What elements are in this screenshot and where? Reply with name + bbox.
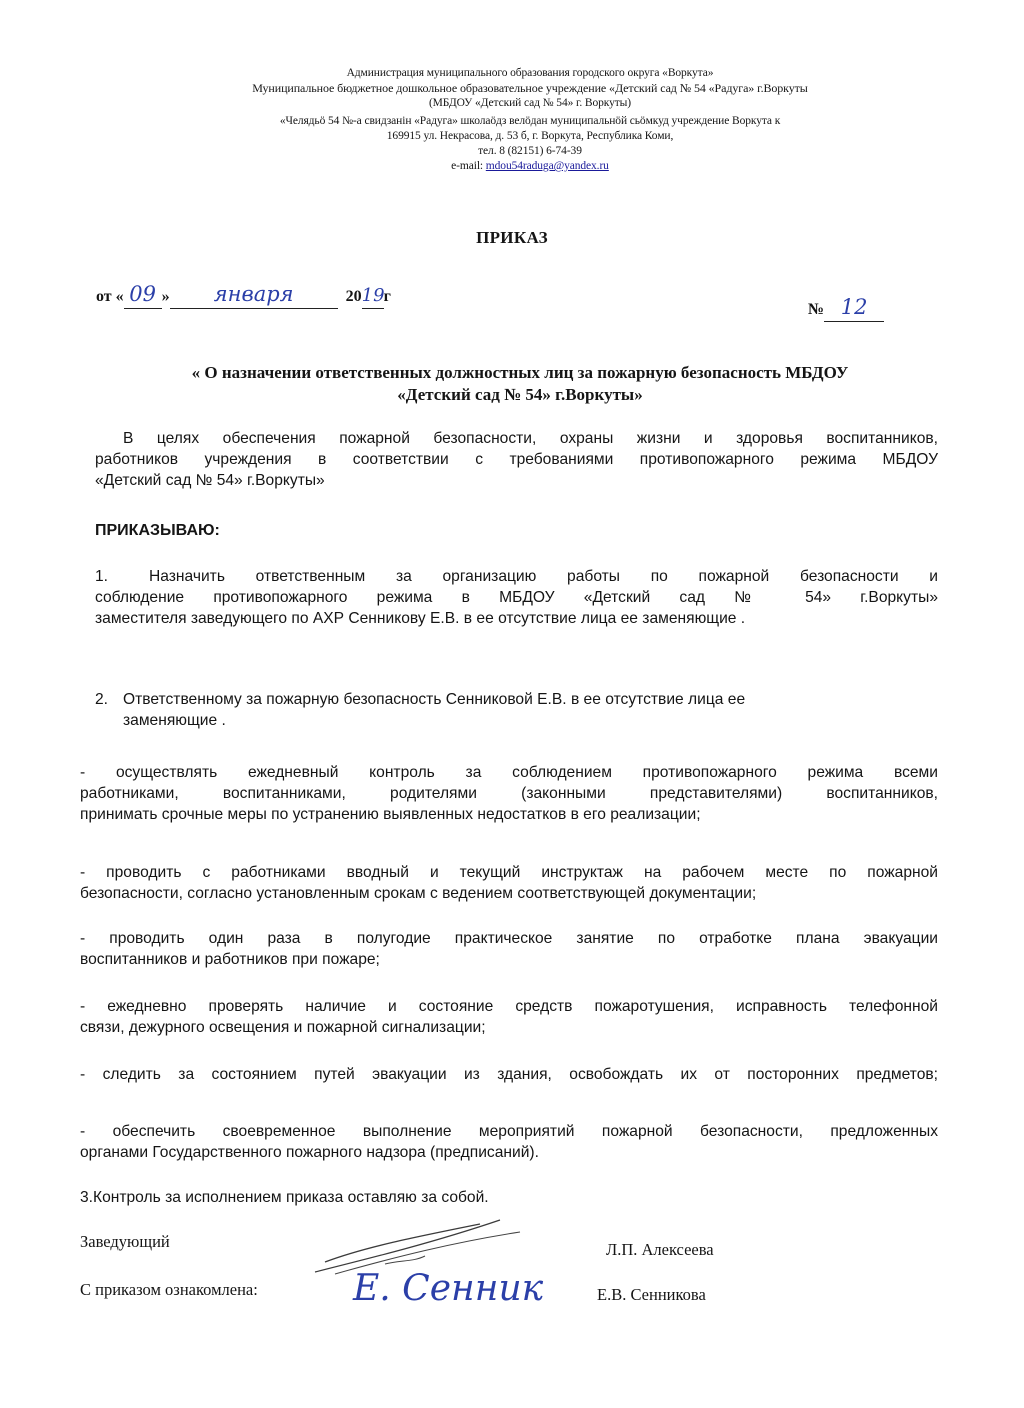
duty-line: работниками, воспитанниками, родителями (законными представителями) воспитанников, (80, 785, 938, 802)
date-prefix: от « (96, 288, 124, 305)
duty-line: - проводить с работниками вводный и текущий инструктаж на рабочем месте по пожарной (80, 864, 938, 881)
preamble-line: «Детский сад № 54» г.Воркуты» (95, 472, 325, 489)
acknowledgement-label: С приказом ознакомлена: (80, 1280, 258, 1299)
item-1 (95, 566, 938, 629)
item-1-line: заместителя заведующего по АХР Сенникову Е.В. в ее отсутствие лица ее заменяющие . (95, 610, 746, 627)
head-role: Заведующий (80, 1232, 170, 1251)
email-label: e-mail: (451, 160, 484, 172)
preamble (95, 428, 938, 491)
ack-name: Е.В. Сенникова (597, 1285, 706, 1304)
subject-line-2: «Детский сад № 54» г.Воркуты» (397, 385, 643, 404)
duty-1 (80, 762, 938, 825)
duty-line: - следить за состоянием путей эвакуации из здания, освобождать их от посторонних предметов; (80, 1066, 938, 1083)
date-mid: » (161, 288, 170, 305)
item-2 (95, 689, 895, 731)
item-3 (80, 1187, 938, 1208)
header-line-2: Муниципальное бюджетное дошкольное образовательное учреждение «Детский сад № 54 «Радуга» г.Воркуты (252, 81, 808, 95)
head-name: Л.П. Алексеева (606, 1240, 714, 1259)
duty-line: принимать срочные меры по устранению выявленных недостатков в его реализации; (80, 806, 701, 823)
number-label: № (808, 301, 825, 318)
duty-line: - ежедневно проверять наличие и состояние средств пожаротушения, исправность телефонной (80, 998, 938, 1015)
duty-line: воспитанников и работников при пожаре; (80, 951, 380, 968)
preamble-line: В целях обеспечения пожарной безопасности, охраны жизни и здоровья воспитанников, (123, 430, 938, 447)
date-year-prefix: 20 (345, 288, 362, 305)
date-month: января (213, 282, 294, 306)
email-link[interactable]: mdou54raduga@yandex.ru (485, 160, 609, 172)
header-line-6: тел. 8 (82151) 6-74-39 (478, 145, 582, 157)
duty-line: связи, дежурного освещения и пожарной сигнализации; (80, 1019, 486, 1036)
subject-line-1: « О назначении ответственных должностных лиц за пожарную безопасность МБДОУ (191, 363, 849, 382)
duty-line: - обеспечить своевременное выполнение мероприятий пожарной безопасности, предложенных (80, 1123, 938, 1140)
date-year-suffix: 19 (361, 285, 385, 306)
order-subject (100, 362, 940, 406)
order-date (96, 283, 391, 309)
item-1-line: соблюдение противопожарного режима в МБДОУ «Детский сад № 54» г.Воркуты» (95, 589, 938, 606)
item-2-text: Ответственному за пожарную безопасность Сенниковой Е.В. в ее отсутствие лица ее (123, 691, 746, 708)
preamble-line: работников учреждения в соответствии с требованиями противопожарного режима МБДОУ (95, 451, 938, 468)
header-line-4: «Челядьö 54 №-а свидзанiн «Радуга» школаöдз велöдан муниципальнöй сьöмкуд учреждение Воркута к (279, 115, 781, 127)
item-3-text: 3.Контроль за исполнением приказа оставляю за собой. (80, 1189, 489, 1206)
item-1-text: Назначить ответственным за организацию работы по пожарной безопасности и (149, 568, 938, 585)
duty-line: органами Государственного пожарного надзора (предписаний). (80, 1144, 539, 1161)
header-line-5: 169915 ул. Некрасова, д. 53 б, г. Воркута, Республика Коми, (386, 130, 674, 142)
header-email-line (180, 159, 880, 174)
order-word: ПРИКАЗЫВАЮ: (95, 522, 220, 539)
header-line-3: (МБДОУ «Детский сад № 54» г. Воркуты) (428, 97, 632, 109)
date-year-end: г (383, 288, 391, 305)
number-value: 12 (840, 295, 868, 319)
item-1-number: 1. (95, 568, 109, 585)
duty-4 (80, 996, 938, 1038)
duty-line: - проводить один раза в полугодие практическое занятие по отработке плана эвакуации (80, 930, 938, 947)
document-title: ПРИКАЗ (476, 228, 548, 247)
item-2-number: 2. (95, 691, 109, 708)
organization-header (180, 66, 880, 174)
duty-5 (80, 1064, 938, 1085)
signature-handwriting: Е. Сенник (353, 1268, 544, 1309)
duty-3 (80, 928, 938, 970)
duty-line: - осуществлять ежедневный контроль за соблюдением противопожарного режима всеми (80, 764, 938, 781)
item-1-line (95, 566, 938, 587)
item-2-line (95, 689, 895, 710)
duty-6 (80, 1121, 938, 1163)
date-day: 09 (129, 282, 157, 306)
item-2-line: заменяющие . (123, 712, 226, 729)
duty-line: безопасности, согласно установленным срокам с ведением соответствующей документации; (80, 885, 757, 902)
duty-2 (80, 862, 938, 904)
header-line-1: Администрация муниципального образования городского округа «Воркута» (346, 67, 714, 79)
order-number (808, 296, 884, 322)
handwritten-signature (305, 1212, 555, 1312)
